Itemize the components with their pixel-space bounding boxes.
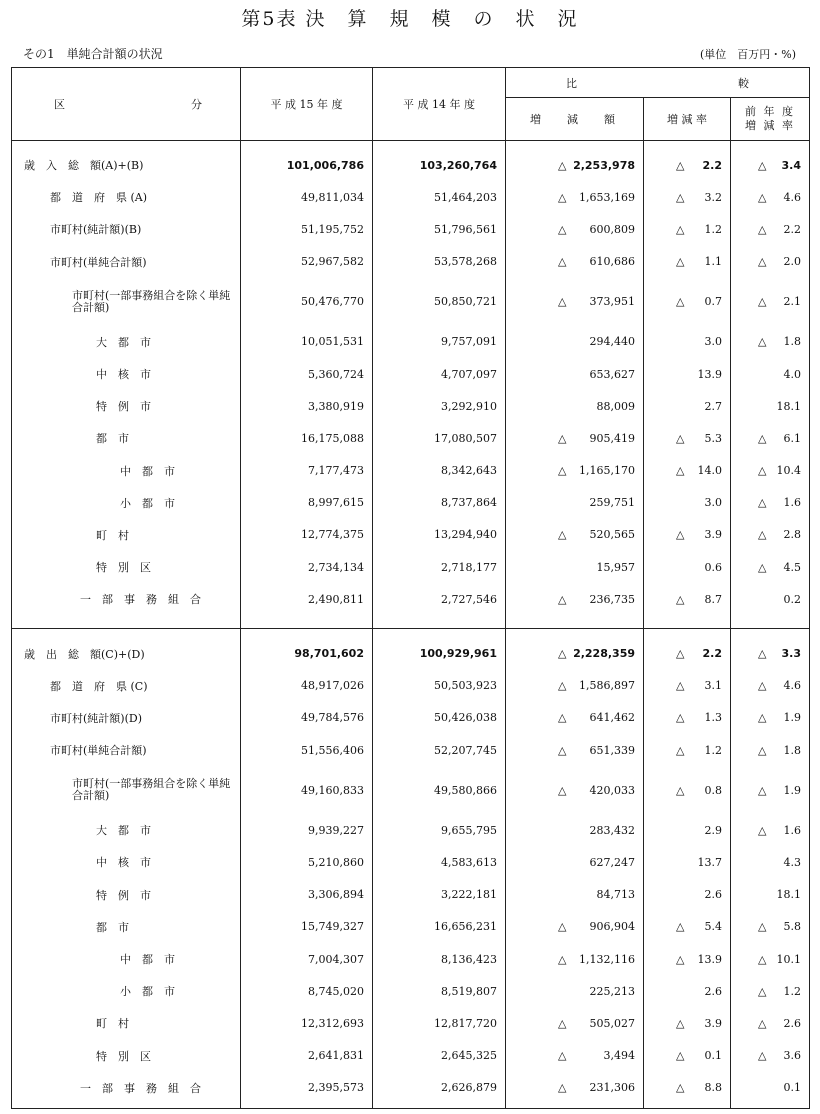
- table-row: [12, 766, 810, 814]
- cell-h14: 50,426,038: [373, 702, 506, 734]
- cell-rate: △ 8.7: [644, 583, 731, 615]
- row-label: 中 都 市: [12, 455, 241, 487]
- cell-h14: 17,080,507: [373, 422, 506, 454]
- table-row: [12, 213, 810, 245]
- cell-rate: △ 5.4: [644, 911, 731, 943]
- negative-mark: △: [676, 295, 685, 309]
- cell-diff: 283,432: [506, 814, 644, 846]
- cell-diff: △ 420,033: [506, 766, 644, 814]
- cell-h14: 2,626,879: [373, 1072, 506, 1104]
- row-label: 一 部 事 務 組 合: [12, 583, 241, 615]
- cell-diff: 294,440: [506, 326, 644, 358]
- cell-diff: △ 1,132,116: [506, 943, 644, 975]
- cell-prev: △ 2.8: [731, 519, 810, 551]
- negative-mark: △: [558, 190, 567, 204]
- cell-h14: 49,580,866: [373, 766, 506, 814]
- cell-h15: 48,917,026: [241, 670, 373, 702]
- table-row: [12, 734, 810, 766]
- negative-mark: △: [758, 255, 767, 269]
- cell-h14: 50,503,923: [373, 670, 506, 702]
- spacer-row: [12, 629, 810, 638]
- negative-mark: △: [758, 431, 767, 445]
- negative-mark: △: [758, 464, 767, 478]
- cell-rate: △ 1.1: [644, 246, 731, 278]
- cell-diff: 15,957: [506, 551, 644, 583]
- cell-h14: 12,817,720: [373, 1007, 506, 1039]
- cell-prev: △ 3.3: [731, 637, 810, 669]
- negative-mark: △: [676, 222, 685, 236]
- cell-rate: 3.0: [644, 487, 731, 519]
- cell-diff: △ 520,565: [506, 519, 644, 551]
- cell-h15: 7,177,473: [241, 455, 373, 487]
- cell-h14: 100,929,961: [373, 637, 506, 669]
- negative-mark: △: [558, 952, 567, 966]
- row-label: 市町村(単純合計額): [12, 734, 241, 766]
- cell-h15: 7,004,307: [241, 943, 373, 975]
- cell-h14: 8,519,807: [373, 975, 506, 1007]
- cell-h14: 9,757,091: [373, 326, 506, 358]
- row-label: 中 都 市: [12, 943, 241, 975]
- negative-mark: △: [676, 1016, 685, 1030]
- cell-prev: 18.1: [731, 879, 810, 911]
- cell-h14: 2,645,325: [373, 1040, 506, 1072]
- negative-mark: △: [758, 528, 767, 542]
- cell-h15: 51,195,752: [241, 213, 373, 245]
- cell-rate: △ 0.7: [644, 278, 731, 326]
- cell-h14: 2,727,546: [373, 583, 506, 615]
- negative-mark: △: [758, 335, 767, 349]
- cell-diff: 653,627: [506, 358, 644, 390]
- cell-prev: 4.3: [731, 846, 810, 878]
- header-zennendo: 前 年 度 増 減 率: [731, 98, 810, 141]
- negative-mark: △: [676, 952, 685, 966]
- negative-mark: △: [758, 1049, 767, 1063]
- cell-rate: △ 2.2: [644, 637, 731, 669]
- negative-mark: △: [758, 560, 767, 574]
- row-label: 歳 出 総 額(C)+(D): [12, 637, 241, 669]
- cell-h15: 10,051,531: [241, 326, 373, 358]
- cell-diff: 84,713: [506, 879, 644, 911]
- cell-prev: △ 1.8: [731, 326, 810, 358]
- negative-mark: △: [758, 222, 767, 236]
- row-label: 市町村(単純合計額): [12, 246, 241, 278]
- table-row: [12, 814, 810, 846]
- header-hikaku: 比 較: [506, 68, 810, 98]
- row-label: 中 核 市: [12, 358, 241, 390]
- cell-h14: 3,222,181: [373, 879, 506, 911]
- negative-mark: △: [676, 1049, 685, 1063]
- cell-diff: △ 651,339: [506, 734, 644, 766]
- negative-mark: △: [758, 679, 767, 693]
- negative-mark: △: [676, 255, 685, 269]
- cell-prev: △ 4.6: [731, 670, 810, 702]
- cell-rate: 13.7: [644, 846, 731, 878]
- negative-mark: △: [676, 679, 685, 693]
- cell-h14: 51,796,561: [373, 213, 506, 245]
- cell-rate: △ 3.2: [644, 181, 731, 213]
- row-label: 町 村: [12, 519, 241, 551]
- cell-diff: 225,213: [506, 975, 644, 1007]
- cell-prev: △ 2.6: [731, 1007, 810, 1039]
- cell-rate: 2.9: [644, 814, 731, 846]
- cell-prev: △ 1.8: [731, 734, 810, 766]
- cell-diff: △ 505,027: [506, 1007, 644, 1039]
- cell-prev: △ 1.6: [731, 487, 810, 519]
- cell-h14: 2,718,177: [373, 551, 506, 583]
- table-row: [12, 326, 810, 358]
- cell-prev: △ 5.8: [731, 911, 810, 943]
- cell-diff: △ 3,494: [506, 1040, 644, 1072]
- cell-rate: △ 5.3: [644, 422, 731, 454]
- cell-rate: △ 3.9: [644, 519, 731, 551]
- row-label: 都 道 府 県 (A): [12, 181, 241, 213]
- cell-diff: 259,751: [506, 487, 644, 519]
- cell-prev: △ 3.6: [731, 1040, 810, 1072]
- cell-h14: 8,737,864: [373, 487, 506, 519]
- negative-mark: △: [758, 158, 767, 172]
- row-label: 市町村(純計額)(B): [12, 213, 241, 245]
- cell-diff: △ 600,809: [506, 213, 644, 245]
- table-row: [12, 975, 810, 1007]
- cell-diff: △ 2,228,359: [506, 637, 644, 669]
- cell-prev: △ 1.9: [731, 766, 810, 814]
- cell-rate: 2.6: [644, 975, 731, 1007]
- table-row: [12, 246, 810, 278]
- table-row: [12, 583, 810, 615]
- cell-rate: △ 0.8: [644, 766, 731, 814]
- cell-h15: 49,811,034: [241, 181, 373, 213]
- table-row: [12, 455, 810, 487]
- cell-h15: 9,939,227: [241, 814, 373, 846]
- negative-mark: △: [558, 158, 567, 172]
- cell-diff: 627,247: [506, 846, 644, 878]
- cell-diff: △ 236,735: [506, 583, 644, 615]
- header-zougenritsu: 増 減 率: [644, 98, 731, 141]
- cell-h15: 12,774,375: [241, 519, 373, 551]
- cell-rate: △ 1.2: [644, 734, 731, 766]
- negative-mark: △: [558, 1049, 567, 1063]
- cell-rate: 2.6: [644, 879, 731, 911]
- negative-mark: △: [758, 823, 767, 837]
- cell-prev: △ 3.4: [731, 149, 810, 181]
- cell-diff: △ 373,951: [506, 278, 644, 326]
- negative-mark: △: [758, 783, 767, 797]
- spacer-row: [12, 141, 810, 150]
- negative-mark: △: [558, 528, 567, 542]
- table-row: [12, 1072, 810, 1104]
- table-row: [12, 422, 810, 454]
- row-label: 特 別 区: [12, 1040, 241, 1072]
- row-label: 都 道 府 県 (C): [12, 670, 241, 702]
- cell-rate: △ 3.1: [644, 670, 731, 702]
- cell-rate: 13.9: [644, 358, 731, 390]
- spacer-row: [12, 1104, 810, 1109]
- negative-mark: △: [676, 431, 685, 445]
- cell-h15: 49,160,833: [241, 766, 373, 814]
- cell-prev: △ 1.2: [731, 975, 810, 1007]
- cell-prev: △ 1.6: [731, 814, 810, 846]
- cell-rate: △ 8.8: [644, 1072, 731, 1104]
- cell-rate: △ 2.2: [644, 149, 731, 181]
- spacer-row: [12, 615, 810, 629]
- row-label: 大 都 市: [12, 326, 241, 358]
- negative-mark: △: [676, 464, 685, 478]
- cell-h15: 5,360,724: [241, 358, 373, 390]
- table-row: [12, 519, 810, 551]
- negative-mark: △: [758, 952, 767, 966]
- cell-h14: 9,655,795: [373, 814, 506, 846]
- cell-h15: 50,476,770: [241, 278, 373, 326]
- table-row: [12, 1040, 810, 1072]
- table-row: [12, 879, 810, 911]
- negative-mark: △: [676, 783, 685, 797]
- table-row: [12, 911, 810, 943]
- row-label: 一 部 事 務 組 合: [12, 1072, 241, 1104]
- negative-mark: △: [558, 592, 567, 606]
- cell-rate: △ 1.3: [644, 702, 731, 734]
- cell-prev: 0.2: [731, 583, 810, 615]
- negative-mark: △: [558, 295, 567, 309]
- row-label: 中 核 市: [12, 846, 241, 878]
- negative-mark: △: [758, 496, 767, 510]
- cell-h15: 101,006,786: [241, 149, 373, 181]
- table-row: [12, 637, 810, 669]
- negative-mark: △: [758, 1016, 767, 1030]
- cell-h15: 52,967,582: [241, 246, 373, 278]
- cell-h15: 8,997,615: [241, 487, 373, 519]
- cell-h15: 12,312,693: [241, 1007, 373, 1039]
- cell-diff: △ 231,306: [506, 1072, 644, 1104]
- cell-diff: 88,009: [506, 390, 644, 422]
- cell-rate: 0.6: [644, 551, 731, 583]
- table-row: [12, 390, 810, 422]
- cell-h14: 53,578,268: [373, 246, 506, 278]
- cell-h15: 5,210,860: [241, 846, 373, 878]
- row-label: 市町村(一部事務組合を除く単純合計額): [12, 766, 241, 814]
- cell-diff: △ 1,586,897: [506, 670, 644, 702]
- row-label: 市町村(一部事務組合を除く単純合計額): [12, 278, 241, 326]
- negative-mark: △: [558, 920, 567, 934]
- cell-rate: △ 1.2: [644, 213, 731, 245]
- cell-prev: △ 2.1: [731, 278, 810, 326]
- table-row: [12, 846, 810, 878]
- cell-prev: △ 1.9: [731, 702, 810, 734]
- cell-h14: 51,464,203: [373, 181, 506, 213]
- cell-prev: △ 2.2: [731, 213, 810, 245]
- cell-h14: 4,707,097: [373, 358, 506, 390]
- negative-mark: △: [558, 647, 567, 661]
- cell-h14: 8,342,643: [373, 455, 506, 487]
- cell-rate: 2.7: [644, 390, 731, 422]
- cell-h15: 51,556,406: [241, 734, 373, 766]
- negative-mark: △: [558, 743, 567, 757]
- table-row: [12, 702, 810, 734]
- table-subtitle: その1 単純合計額の状況: [23, 47, 163, 61]
- cell-h14: 103,260,764: [373, 149, 506, 181]
- table-row: [12, 149, 810, 181]
- negative-mark: △: [676, 920, 685, 934]
- table-row: [12, 670, 810, 702]
- table-row: [12, 358, 810, 390]
- negative-mark: △: [676, 1081, 685, 1095]
- negative-mark: △: [676, 528, 685, 542]
- cell-prev: 4.0: [731, 358, 810, 390]
- settlement-table: [11, 67, 810, 1109]
- cell-prev: 0.1: [731, 1072, 810, 1104]
- negative-mark: △: [558, 679, 567, 693]
- cell-prev: △ 6.1: [731, 422, 810, 454]
- negative-mark: △: [676, 647, 685, 661]
- cell-rate: △ 0.1: [644, 1040, 731, 1072]
- cell-h15: 49,784,576: [241, 702, 373, 734]
- row-label: 特 例 市: [12, 879, 241, 911]
- table-row: [12, 943, 810, 975]
- header-h14: 平 成 14 年 度: [373, 68, 506, 141]
- negative-mark: △: [676, 158, 685, 172]
- row-label: 小 都 市: [12, 975, 241, 1007]
- negative-mark: △: [758, 920, 767, 934]
- cell-diff: △ 905,419: [506, 422, 644, 454]
- negative-mark: △: [758, 647, 767, 661]
- cell-h14: 50,850,721: [373, 278, 506, 326]
- row-label: 市町村(純計額)(D): [12, 702, 241, 734]
- row-label: 大 都 市: [12, 814, 241, 846]
- cell-prev: △ 10.1: [731, 943, 810, 975]
- row-label: 歳 入 総 額(A)+(B): [12, 149, 241, 181]
- negative-mark: △: [758, 984, 767, 998]
- table-body: [12, 141, 810, 1109]
- negative-mark: △: [676, 711, 685, 725]
- cell-h15: 2,395,573: [241, 1072, 373, 1104]
- cell-diff: △ 1,165,170: [506, 455, 644, 487]
- table-row: [12, 278, 810, 326]
- cell-h15: 2,641,831: [241, 1040, 373, 1072]
- cell-prev: △ 10.4: [731, 455, 810, 487]
- negative-mark: △: [558, 1081, 567, 1095]
- cell-h15: 16,175,088: [241, 422, 373, 454]
- cell-h15: 8,745,020: [241, 975, 373, 1007]
- negative-mark: △: [558, 1016, 567, 1030]
- cell-diff: △ 1,653,169: [506, 181, 644, 213]
- cell-diff: △ 906,904: [506, 911, 644, 943]
- table-row: [12, 487, 810, 519]
- row-label: 都 市: [12, 422, 241, 454]
- cell-h14: 16,656,231: [373, 911, 506, 943]
- header-zougaku: 増 減 額: [506, 98, 644, 141]
- cell-rate: 3.0: [644, 326, 731, 358]
- negative-mark: △: [558, 464, 567, 478]
- negative-mark: △: [558, 255, 567, 269]
- cell-diff: △ 610,686: [506, 246, 644, 278]
- cell-diff: △ 641,462: [506, 702, 644, 734]
- negative-mark: △: [758, 190, 767, 204]
- header-h15: 平 成 15 年 度: [241, 68, 373, 141]
- cell-h15: 2,734,134: [241, 551, 373, 583]
- negative-mark: △: [558, 783, 567, 797]
- negative-mark: △: [558, 711, 567, 725]
- cell-h14: 8,136,423: [373, 943, 506, 975]
- row-label: 都 市: [12, 911, 241, 943]
- cell-h15: 98,701,602: [241, 637, 373, 669]
- header-kubun: 区 分: [12, 68, 241, 141]
- row-label: 特 別 区: [12, 551, 241, 583]
- negative-mark: △: [558, 431, 567, 445]
- table-row: [12, 1007, 810, 1039]
- cell-h14: 13,294,940: [373, 519, 506, 551]
- cell-h14: 52,207,745: [373, 734, 506, 766]
- negative-mark: △: [676, 190, 685, 204]
- unit-note: (単位 百万円・%): [699, 48, 796, 61]
- negative-mark: △: [676, 592, 685, 606]
- cell-diff: △ 2,253,978: [506, 149, 644, 181]
- cell-rate: △ 3.9: [644, 1007, 731, 1039]
- cell-prev: △ 4.5: [731, 551, 810, 583]
- cell-prev: △ 2.0: [731, 246, 810, 278]
- cell-h14: 3,292,910: [373, 390, 506, 422]
- cell-rate: △ 13.9: [644, 943, 731, 975]
- table-title: 第5表 決 算 規 模 の 状 況: [241, 8, 579, 30]
- row-label: 特 例 市: [12, 390, 241, 422]
- row-label: 町 村: [12, 1007, 241, 1039]
- cell-rate: △ 14.0: [644, 455, 731, 487]
- cell-prev: 18.1: [731, 390, 810, 422]
- cell-h15: 3,380,919: [241, 390, 373, 422]
- cell-h14: 4,583,613: [373, 846, 506, 878]
- row-label: 小 都 市: [12, 487, 241, 519]
- cell-h15: 2,490,811: [241, 583, 373, 615]
- negative-mark: △: [758, 743, 767, 757]
- cell-prev: △ 4.6: [731, 181, 810, 213]
- cell-h15: 3,306,894: [241, 879, 373, 911]
- negative-mark: △: [758, 711, 767, 725]
- table-row: [12, 181, 810, 213]
- negative-mark: △: [758, 295, 767, 309]
- cell-h15: 15,749,327: [241, 911, 373, 943]
- negative-mark: △: [558, 222, 567, 236]
- table-row: [12, 551, 810, 583]
- negative-mark: △: [676, 743, 685, 757]
